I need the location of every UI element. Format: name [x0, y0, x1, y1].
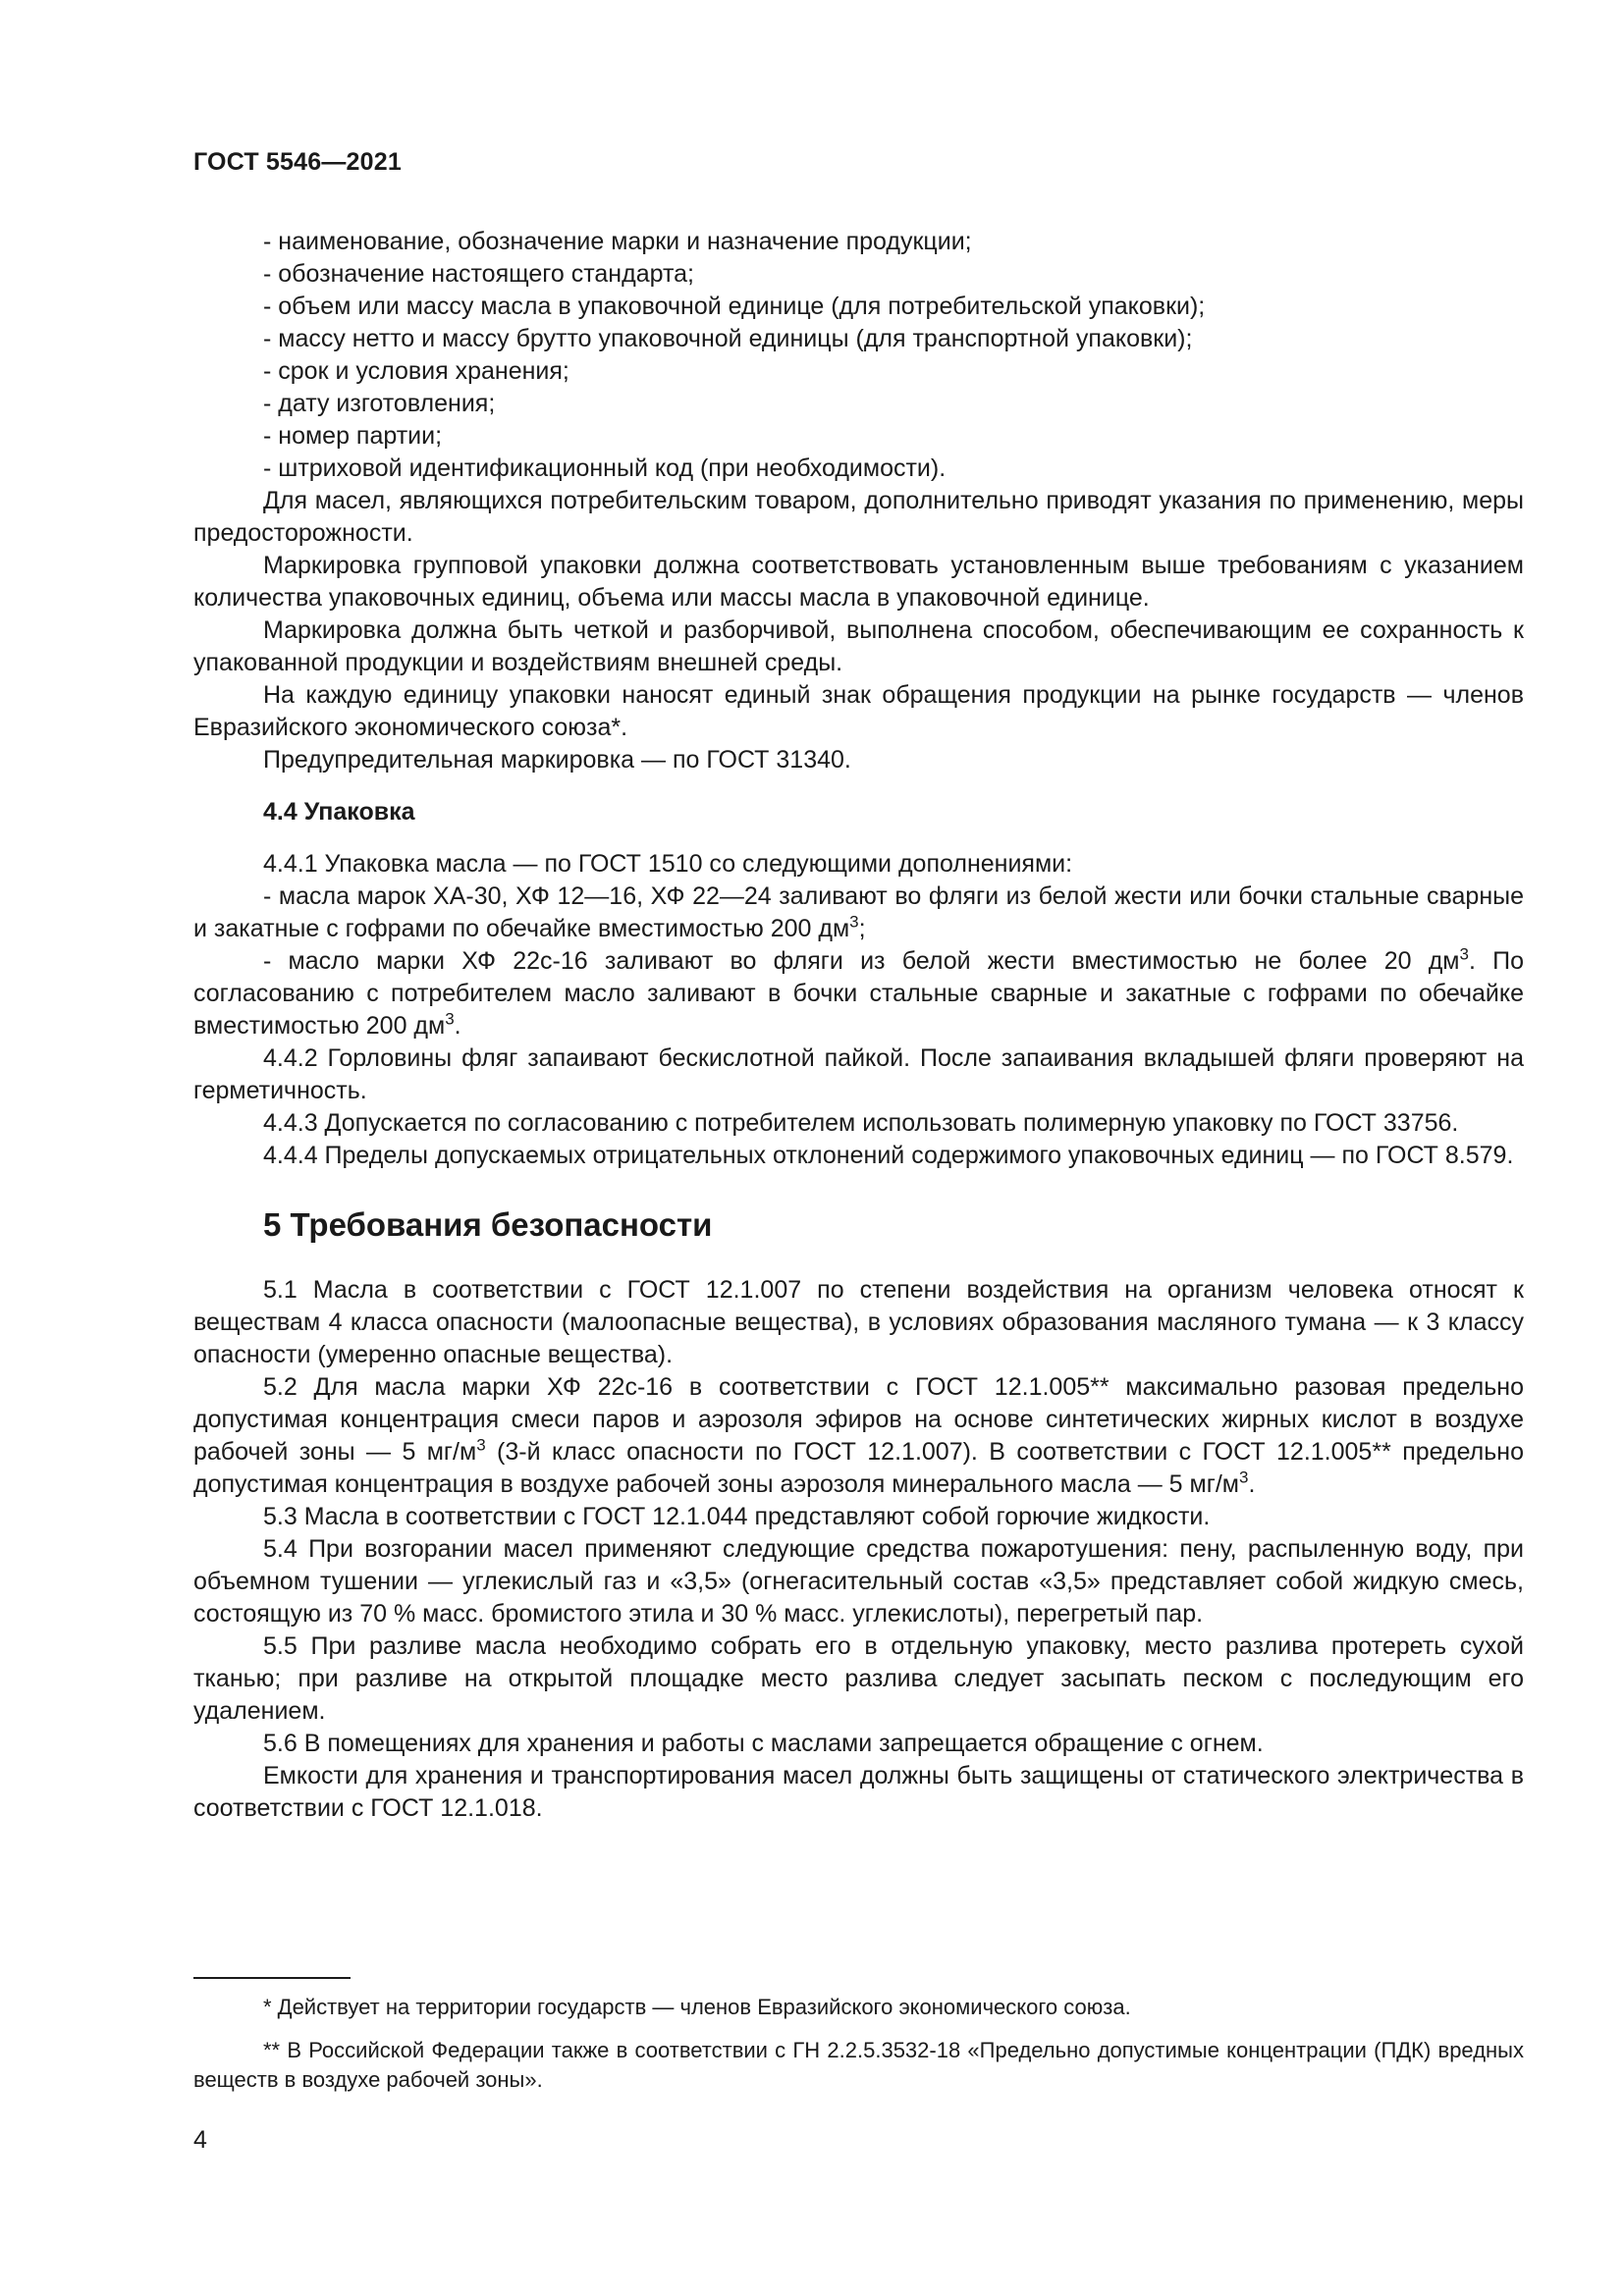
superscript: 3: [476, 1435, 486, 1455]
section-heading-5: 5 Требования безопасности: [263, 1206, 713, 1243]
paragraph: Маркировка групповой упаковки должна соответствовать установленным выше требованиям с указанием количества упаковочных единиц, объема или массы масла в упаковочной единице.: [193, 552, 1524, 612]
footnote-divider: [193, 1977, 351, 1979]
paragraph: На каждую единицу упаковки наносят единый знак обращения продукции на рынке государств — членов Евразийского экономического союза*.: [193, 681, 1524, 741]
paragraph-5-2: [193, 1371, 1524, 1501]
document-header: ГОСТ 5546—2021: [193, 148, 402, 176]
list-item-end: .: [454, 1012, 461, 1040]
superscript: 3: [1459, 944, 1469, 964]
paragraph-5-4: 5.4 При возгорании масел применяют следующие средства пожаротушения: пену, распыленную воду, при объемном тушении — углекислый газ и «3,5» (огнегасительный состав «3,5» представляет собой жидкую смесь, состоящую из 70 % масс. бромистого этила и 30 % масс. углекислоты), перегретый пар.: [193, 1535, 1524, 1628]
list-item-text: - масло марки ХФ 22с-16 заливают во фляги из белой жести вместимостью не более 20 дм: [263, 947, 1460, 975]
footnote: * Действует на территории государств — членов Евразийского экономического союза.: [263, 1995, 1131, 2019]
page-number: 4: [193, 2126, 207, 2154]
paragraph-4-4-2: 4.4.2 Горловины фляг запаивают бескислотной пайкой. После запаивания вкладышей фляги проверяют на герметичность.: [193, 1044, 1524, 1104]
list-item: - штриховой идентификационный код (при необходимости).: [263, 454, 947, 482]
list-item-text: . По согласованию с потребителем масло заливают в бочки стальные сварные и закатные с гофрами по обечайке вместимостью 200 дм: [193, 947, 1524, 1040]
list-item-container-b: [193, 945, 1524, 1042]
paragraph: Для масел, являющихся потребительским товаром, дополнительно приводят указания по применению, меры предосторожности.: [193, 487, 1524, 547]
list-item: - массу нетто и массу брутто упаковочной единицы (для транспортной упаковки);: [263, 325, 1193, 352]
section-heading-4-4: 4.4 Упаковка: [263, 798, 415, 826]
list-item-end: ;: [858, 915, 866, 942]
superscript: 3: [849, 912, 859, 932]
paragraph-5-6-b: Емкости для хранения и транспортирования масел должны быть защищены от статического электричества в соответствии с ГОСТ 12.1.018.: [193, 1762, 1524, 1822]
paragraph-4-4-3: 4.4.3 Допускается по согласованию с потребителем использовать полимерную упаковку по ГОСТ 33756.: [263, 1109, 1459, 1137]
paragraph: Маркировка должна быть четкой и разборчивой, выполнена способом, обеспечивающим ее сохранность к упакованной продукции и воздействиям внешней среды.: [193, 616, 1524, 676]
paragraph-text: (3-й класс опасности по ГОСТ 12.1.007). В соответствии с ГОСТ 12.1.005** предельно допустимая концентрация в воздухе рабочей зоны аэрозоля минерального масла — 5 мг/м: [193, 1438, 1524, 1498]
footnotes: [193, 1993, 1524, 2109]
paragraph-5-1: 5.1 Масла в соответствии с ГОСТ 12.1.007 по степени воздействия на организм человека относят к веществам 4 класса опасности (малоопасные вещества), в условиях образования масляного тумана — к 3 классу опасности (умеренно опасные вещества).: [193, 1276, 1524, 1368]
list-item: - дату изготовления;: [263, 390, 496, 417]
list-item: - обозначение настоящего стандарта;: [263, 260, 694, 288]
list-item: - номер партии;: [263, 422, 443, 450]
list-item-text: - масла марок ХА-30, ХФ 12—16, ХФ 22—24 заливают во фляги из белой жести или бочки стальные сварные и закатные с гофрами по обечайке вместимостью 200 дм: [193, 882, 1524, 942]
list-item: - объем или массу масла в упаковочной единице (для потребительской упаковки);: [263, 293, 1206, 320]
paragraph-5-6: 5.6 В помещениях для хранения и работы с маслами запрещается обращение с огнем.: [263, 1730, 1264, 1757]
list-item: - срок и условия хранения;: [263, 357, 569, 385]
paragraph-5-5: 5.5 При разливе масла необходимо собрать его в отдельную упаковку, место разлива протереть сухой тканью; при разливе на открытой площадке место разлива следует засыпать песком с последующим его удалением.: [193, 1632, 1524, 1725]
footnote: ** В Российской Федерации также в соответствии с ГН 2.2.5.3532-18 «Предельно допустимые концентрации (ПДК) вредных веществ в воздухе рабочей зоны».: [193, 2038, 1524, 2092]
list-item: - наименование, обозначение марки и назначение продукции;: [263, 228, 972, 255]
paragraph: Предупредительная маркировка — по ГОСТ 31340.: [263, 746, 851, 774]
paragraph-4-4-1: 4.4.1 Упаковка масла — по ГОСТ 1510 со следующими дополнениями:: [263, 850, 1073, 878]
superscript: 3: [1238, 1468, 1249, 1487]
list-item-container-a: [193, 881, 1524, 945]
main-content: [193, 226, 1524, 1825]
superscript: 3: [445, 1009, 455, 1029]
paragraph-5-3: 5.3 Масла в соответствии с ГОСТ 12.1.044 представляют собой горючие жидкости.: [263, 1503, 1211, 1530]
paragraph-4-4-4: 4.4.4 Пределы допускаемых отрицательных отклонений содержимого упаковочных единиц — по ГОСТ 8.579.: [263, 1142, 1514, 1169]
paragraph-text: 5.2 Для масла марки ХФ 22с-16 в соответствии с ГОСТ 12.1.005** максимально разовая предельно допустимая концентрация смеси паров и аэрозоля эфиров на основе синтетических жирных кислот в воздухе рабочей зоны — 5 мг/м: [193, 1373, 1524, 1466]
paragraph-end: .: [1248, 1470, 1256, 1498]
